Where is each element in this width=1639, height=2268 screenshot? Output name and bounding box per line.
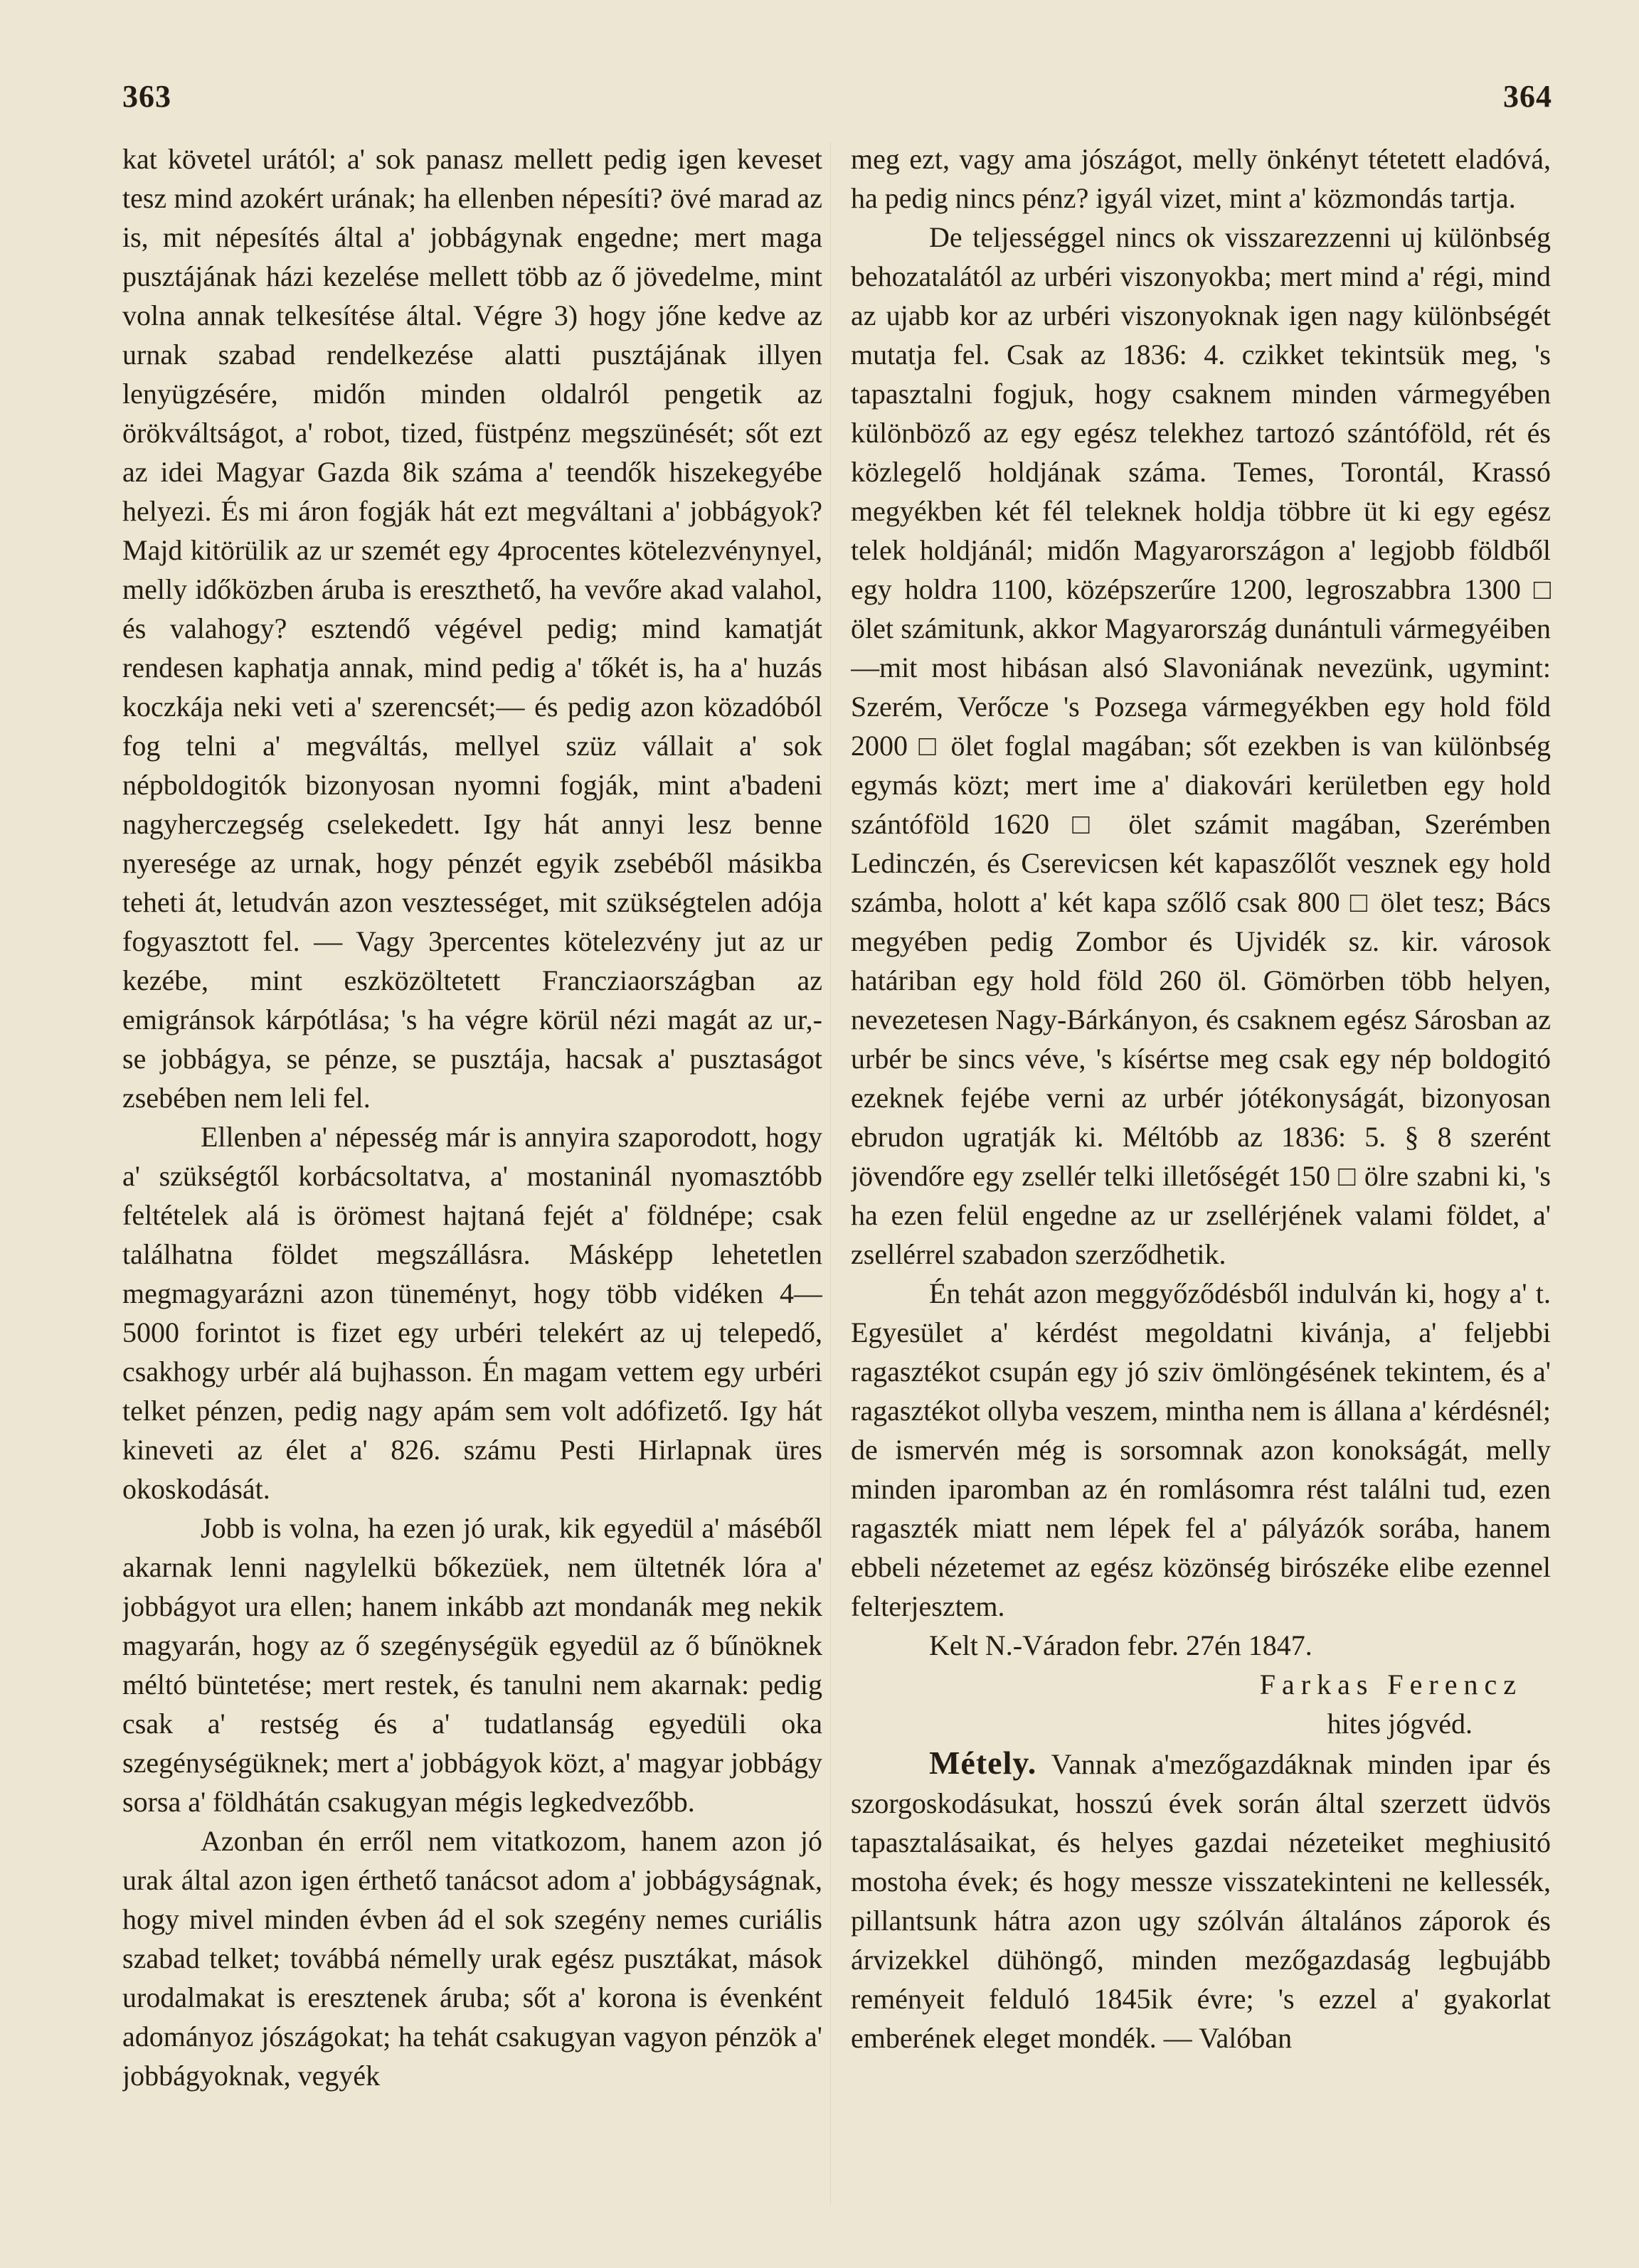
paragraph: Én tehát azon meggyőződésből indulván ki, hogy a' t. Egyesület a' kérdést megoldatni kivánja, a' feljebbi ragasztékot csupán egy jó sziv ömlöngésének tekintem, és a' ragasztékot ollyba veszem, mintha nem is állana a' kérdésnél; de ismervén még is sorsomnak azon konokságát, melly minden iparomban az én romlásomra rést találni tud, ezen ragaszték miatt nem lépek fel a' pályázók sorába, hanem ebbeli nézetemet az egész közönség birószéke elibe ezennel felterjesztem. (851, 1277, 1551, 1622)
column-gutter (830, 142, 831, 2205)
paragraph: Azonban én erről nem vitatkozom, hanem azon jó urak által azon igen érthető tanácsot adom a' jobbágyságnak, hogy mivel minden évben ád el sok szegény nemes curiális szabad telket; továbbá némelly urak egész pusztákat, mások urodalmakat is eresztenek áruba; sőt a' korona is évenként adományoz jószágokat; ha tehát csakugyan vagyon pénzök a' jobbágyoknak, vegyék (122, 1825, 822, 2092)
paragraph: meg ezt, vagy ama jószágot, melly önkényt tétetett eladóvá, ha pedig nincs pénz? igyál vizet, mint a' közmondás tartja. (851, 143, 1551, 214)
paragraph: Jobb is volna, ha ezen jó urak, kik egyedül a' máséből akarnak lenni nagylelkü bőkezüek, nem ültetnék lóra a' jobbágyot ura ellen; hanem inkább azt mondanák meg nekik magyarán, hogy az ő szegénységük egyedül az ő bűnöknek méltó büntetése; mert restek, és tanulni nem akarnak: pedig csak a' restség és a' tudatlanság egyedüli oka szegénységüknek; mert a' jobbágyok közt, a' magyar jobbágy sorsa a' földhátán csakugyan mégis legkedvezőbb. (122, 1512, 822, 1818)
signature-name: Farkas Ferencz (1259, 1668, 1522, 1700)
page-number-left: 363 (122, 79, 171, 114)
signature-title: hites jógvéd. (1327, 1708, 1473, 1740)
final-paragraph (851, 1743, 1551, 2057)
paragraph: kat követel urától; a' sok panasz mellett pedig igen keveset tesz mind azokért urának; ha ellenben népesíti? övé marad az is, mit népesítés által a' jobbágynak engedne; mert maga pusztájának házi kezelése mellett több az ő jövedelme, mint volna annak telkesítése által. Végre 3) hogy jőne kedve az urnak szabad rendelkezése alatti pusztájának illyen lenyügzésére, midőn minden oldalról pengetik az örökváltságot, a' robot, tized, füstpénz megszünését; sőt ezt az idei Magyar Gazda 8ik száma a' teendők hiszekegyébe helyezi. És mi áron fogják hát ezt megváltani a' jobbágyok? Majd kitörülik az ur szemét egy 4procentes kötelezvénynyel, melly időközben áruba is ereszthető, ha vevőre akad valahol, és valahogy? esztendő végével pedig; mind kamatját rendesen kaphatja annak, mind pedig a' tőkét is, ha a' huzás koczkája neki veti a' szerencsét;— és pedig azon közadóból fog telni a' megváltás, mellyel szüz vállait a' sok népboldogitók bizonyosan nyomni fogják, mint a'badeni nagyherczegség cselekedett. Igy hát annyi lesz benne nyeresége az urnak, hogy pénzét egyik zsebéből másikba teheti át, letudván azon vesztességet, mit szükségtelen adója fogyasztott fel. — Vagy 3percentes kötelezvény jut az ur kezébe, mint eszközöltetett Francziaországban az emigránsok kárpótlása; 's ha végre körül nézi magát az ur,- se jobbágya, se pénze, se pusztája, hacsak a' pusztaságot zsebében nem leli fel. (122, 143, 822, 1114)
page-number-right: 364 (1503, 79, 1552, 114)
dateline: Kelt N.-Váradon febr. 27én 1847. (929, 1629, 1312, 1661)
paragraph: De teljességgel nincs ok visszarezzenni uj különbség behozatalától az urbéri viszonyokba; mert mind a' régi, mind az ujabb kor az urbéri viszonyoknak igen nagy különbségét mutatja fel. Csak az 1836: 4. czikket tekintsük meg, 's tapasztalni fogjuk, hogy csaknem minden vármegyében különböző az egy egész telekhez tartozó szántóföld, rét és közlegelő holdjának száma. Temes, Torontál, Krassó megyékben két fél teleknek holdja többre üt ki egy egész telek holdjánál; midőn Magyarországon a' legjobb földből egy holdra 1100, középszerűre 1200, legroszabbra 1300 □ ölet számitunk, akkor Magyarország dunántuli vármegyéiben—mit most hibásan alsó Slavoniának nevezünk, ugymint: Szerém, Verőcze 's Pozsega vármegyékben egy hold föld 2000 □ ölet foglal magában; sőt ezekben is van különbség egymás közt; mert ime a' diakovári kerületben egy hold szántóföld 1620 □ ölet számit magában, Szerémben Ledinczén, és Cserevicsen két kapaszőlőt vesznek egy hold számba, holott a' két kapa szőlő csak 800 □ ölet tesz; Bács megyében pedig Zombor és Ujvidék sz. kir. városok határiban egy hold föld 260 öl. Gömörben több helyen, nevezetesen Nagy-Bárkányon, és csaknem egész Sárosban az urbér be sincs véve, 's kísértse meg csak egy nép boldogitó ezeknek fejébe verni az urbér jótékonyságát, bizonyosan ebrudon ugratják ki. Méltóbb az 1836: 5. § 8 szerént jövendőre egy zsellér telki illetőségét 150 □ ölre szabni ki, 's ha ezen felül engedne az ur zsellérjének valami földet, a' zsellérrel szabadon szerződhetik. (851, 221, 1551, 1270)
left-column (122, 139, 822, 2245)
right-column (851, 139, 1551, 2245)
final-paragraph-text: Vannak a'mezőgazdáknak minden ipar és szorgoskodásukat, hosszú évek során által szerzett üdvös tapasztalásaikat, és helyes gazdai nézeteiket meghiusitó mostoha évek; és hogy messze visszatekinteni ne kellessék, pillantsunk hátra azon ugy szólván általános záporok és árvizekkel dühöngő, minden mezőgazdaság legbujább reményeit felduló 1845ik évre; 's ezzel a' gyakorlat emberének eleget mondék. — Valóban (851, 1748, 1551, 2054)
section-heading: Métely. (929, 1745, 1037, 1781)
paragraph: Ellenben a' népesség már is annyira szaporodott, hogy a' szükségtől korbácsoltatva, a' mostaninál nyomasztóbb feltételek alá is örömest hajtaná fejét a' földnépe; csak találhatna földet megszállásra. Másképp lehetetlen megmagyarázni azon tüneményt, hogy több vidéken 4—5000 forintot is fizet egy urbéri telekért az uj telepedő, csakhogy urbér alá bujhasson. Én magam vettem egy urbéri telket pénzen, pedig nagy apám sem volt adófizető. Igy hát kineveti az élet a' 826. számu Pesti Hirlapnak üres okoskodását. (122, 1121, 822, 1505)
